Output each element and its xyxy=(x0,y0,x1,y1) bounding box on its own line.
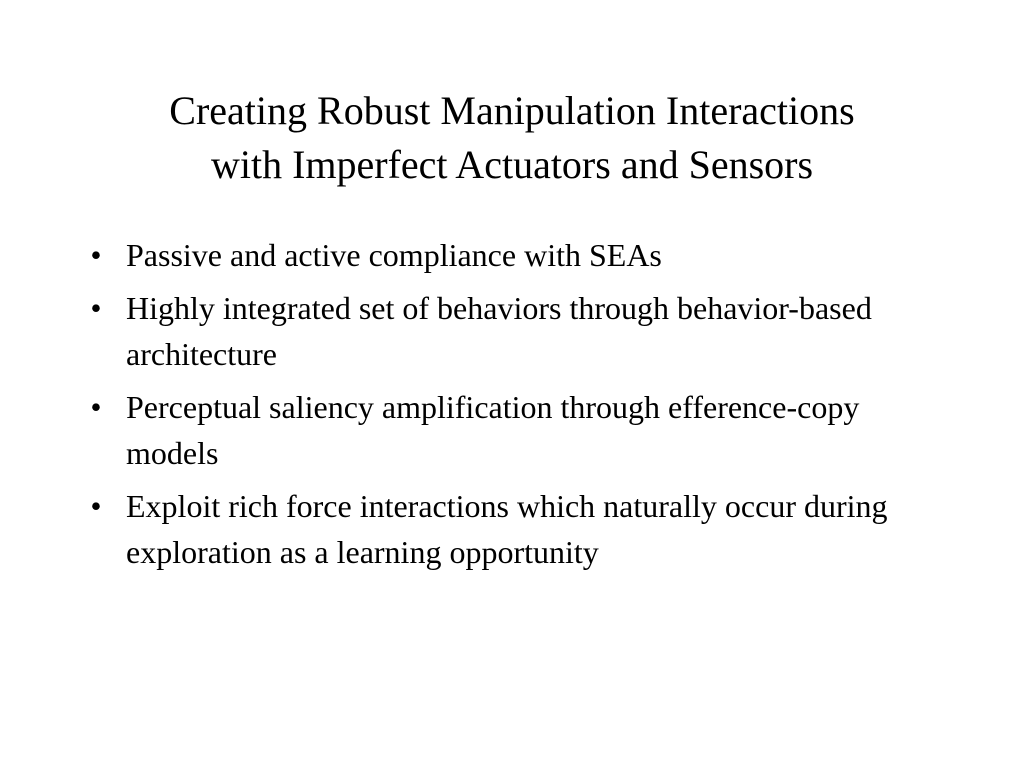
bullet-list xyxy=(82,232,902,582)
slide-title-line-1: Creating Robust Manipulation Interactions xyxy=(169,88,855,133)
bullet-dot-icon: • xyxy=(90,237,102,273)
slide-title xyxy=(62,84,962,192)
slide-title-line-2: with Imperfect Actuators and Sensors xyxy=(210,142,814,187)
bullet-text: Passive and active compliance with SEAs xyxy=(126,237,662,273)
bullet-item xyxy=(82,384,902,476)
bullet-dot-icon: • xyxy=(90,389,102,425)
bullet-dot-icon: • xyxy=(90,290,102,326)
bullet-item xyxy=(82,232,902,278)
bullet-text: Highly integrated set of behaviors through behavior-based architecture xyxy=(126,290,872,372)
bullet-item xyxy=(82,483,902,575)
bullet-text: Exploit rich force interactions which naturally occur during exploration as a learning opportunity xyxy=(126,488,888,570)
bullet-dot-icon: • xyxy=(90,488,102,524)
bullet-item xyxy=(82,285,902,377)
bullet-text: Perceptual saliency amplification through efference-copy models xyxy=(126,389,860,471)
